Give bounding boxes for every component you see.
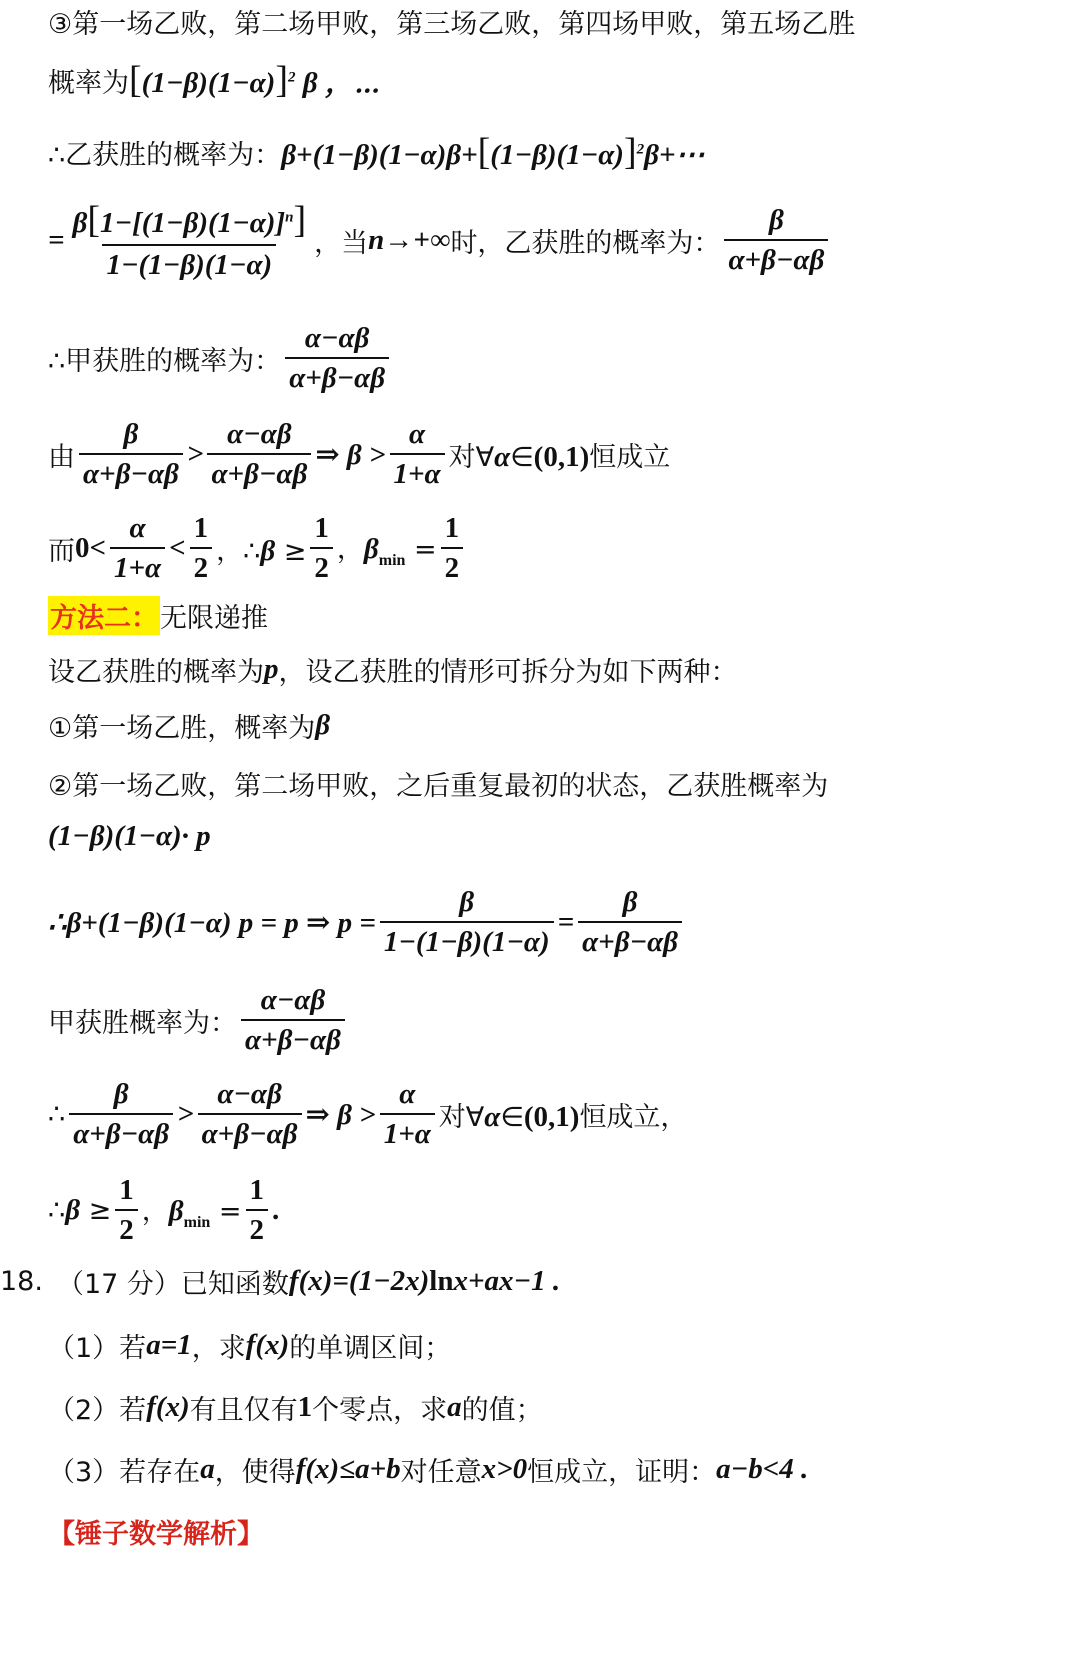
question-18: [0, 1262, 560, 1301]
q18-x-pos: x>0: [481, 1453, 528, 1485]
m2-a-label: 甲获胜概率为：: [48, 1008, 237, 1039]
half-3: $\frac{1}{2}$: [441, 512, 464, 585]
lt: <: [169, 532, 186, 564]
formula-series: $\beta+(1-\beta)(1-\alpha)\beta+[(1-\beta)(1-\alpha)]^2\beta+\cdots$: [281, 131, 705, 173]
m2-line-4: [48, 820, 211, 853]
m2-frac-a: $\frac{\alpha-\alpha\beta}{\alpha+\beta-\alpha\beta}$: [198, 1078, 302, 1151]
method-2-heading: [48, 596, 268, 635]
footer-label: [48, 1512, 264, 1551]
q18-p3c: 对任意: [400, 1457, 482, 1488]
frac-b: $\frac{\beta}{\alpha+\beta-\alpha\beta}$: [79, 418, 183, 491]
frac-alpha2: $\frac{\alpha}{1+\alpha}$: [110, 512, 165, 585]
equals-sign: =: [48, 223, 65, 256]
q18-a-var-2: a: [200, 1453, 215, 1485]
beta-min: ，$\beta_{min}$ =: [336, 533, 437, 569]
m2-period: .: [272, 1194, 280, 1226]
q18-p3d: 恒成立，证明：: [527, 1457, 717, 1488]
method-2-label: 方法二：: [48, 596, 160, 635]
case-3-text: ③第一场乙败，第二场甲败，第三场乙败，第四场甲败，第五场乙胜: [48, 9, 856, 40]
therefore: ∴: [48, 1099, 66, 1130]
half-2: $\frac{1}{2}$: [310, 512, 333, 585]
m2-l3: ②第一场乙败，第二场甲败，之后重复最初的状态，乙获胜概率为: [48, 771, 829, 802]
q18-fx-2: f(x): [146, 1391, 190, 1423]
series-sum: [48, 198, 832, 282]
m2-a-win: [48, 984, 349, 1057]
and-label: 而: [48, 536, 75, 567]
m2-frac2: $\frac{\beta}{\alpha+\beta-\alpha\beta}$: [578, 886, 682, 959]
m2-line-1: [48, 650, 738, 689]
from-label: 由: [48, 442, 75, 473]
m2-holds: 恒成立，: [579, 1102, 688, 1133]
a-win-line: [48, 322, 393, 395]
method-2-title: 无限递推: [160, 603, 268, 634]
q18-ineq: f(x)≤a+b: [295, 1453, 401, 1485]
q18-claim: a−b<4 .: [716, 1453, 809, 1485]
q18-p3a: （3）若存在: [48, 1457, 201, 1488]
m2-l2: ①第一场乙胜，概率为: [48, 713, 316, 744]
case-3-probability: [48, 58, 380, 102]
prob-label: 概率为: [48, 67, 129, 99]
q18-one: 1: [297, 1391, 313, 1423]
q18-a-eq: a=1: [146, 1329, 192, 1361]
limit-expr: n→+∞: [368, 223, 451, 256]
q18-part-1: [48, 1326, 451, 1365]
inequality-line: [48, 418, 670, 491]
half-1: $\frac{1}{2}$: [190, 512, 213, 585]
q18-fx-1: f(x): [245, 1329, 290, 1361]
case-3-line: [48, 2, 855, 41]
q18-stem: （17 分）已知函数: [56, 1269, 289, 1300]
forall-text: 对∀α∈(0,1): [448, 441, 590, 473]
frac-a: $\frac{\alpha-\alpha\beta}{\alpha+\beta-\alpha\beta}$: [207, 418, 311, 491]
sum-fraction: $\frac{\beta[1-[(1-\beta)(1-\alpha)]^n]}{1-(1-\beta)(1-\alpha)}$: [72, 199, 307, 281]
beta-var: β: [315, 709, 331, 741]
q18-function: f(x)=(1−2x)lnx+ax−1 .: [288, 1265, 561, 1297]
m2-beta-min: ，$\beta_{min}$ =: [141, 1195, 242, 1231]
q18-p2a: （2）若: [48, 1395, 147, 1426]
zero-lt: 0<: [75, 532, 107, 564]
m2-conclusion: [48, 1174, 279, 1247]
m2-frac-alpha: $\frac{\alpha}{1+\alpha}$: [380, 1078, 435, 1151]
footer-text: 【锤子数学解析】: [48, 1519, 264, 1550]
q18-p2d: 的值；: [461, 1395, 543, 1426]
holds-label: 恒成立: [589, 442, 671, 473]
q18-p2b: 有且仅有: [189, 1395, 298, 1426]
p-var: p: [264, 653, 279, 685]
q18-a-var: a: [447, 1391, 462, 1423]
m2-line-2: [48, 706, 330, 745]
m2-eq: =: [557, 906, 575, 938]
implies: ⇒ β >: [315, 439, 386, 471]
when-label: ，当: [314, 227, 369, 259]
a-win-label: ∴甲获胜的概率为：: [48, 346, 282, 377]
m2-frac-b: $\frac{\beta}{\alpha+\beta-\alpha\beta}$: [69, 1078, 173, 1151]
m2-l1b: ，设乙获胜的情形可拆分为如下两种：: [278, 657, 738, 688]
m2-a-frac: $\frac{\alpha-\alpha\beta}{\alpha+\beta-\alpha\beta}$: [241, 984, 345, 1057]
m2-half-2: $\frac{1}{2}$: [246, 1174, 269, 1247]
bound-line: [48, 512, 467, 585]
gt: >: [186, 438, 204, 470]
q18-number: 18.: [0, 1266, 43, 1297]
m2-gt: >: [177, 1098, 194, 1130]
q18-part-2: [48, 1388, 543, 1427]
m2-half-1: $\frac{1}{2}$: [115, 1174, 138, 1247]
b-win-limit: $\frac{\beta}{\alpha+\beta-\alpha\beta}$: [724, 204, 828, 277]
q18-part-3: [48, 1450, 808, 1489]
b-win-label: ∴乙获胜的概率为：: [48, 139, 282, 171]
q18-p1c: 的单调区间；: [289, 1333, 452, 1364]
q18-p1a: （1）若: [48, 1333, 147, 1364]
formula-case3: $[(1-\beta)(1-\alpha)]^2$ β ，⋯: [129, 59, 380, 101]
m2-line-3: [48, 764, 828, 803]
m2-implies: ⇒ β >: [305, 1099, 376, 1131]
limit-label: 时，乙获胜的概率为：: [450, 227, 721, 259]
m2-therefore: ∴β ≥: [48, 1194, 112, 1226]
q18-p1b: ，求: [191, 1333, 246, 1364]
frac-alpha: $\frac{\alpha}{1+\alpha}$: [390, 418, 445, 491]
m2-frac1: $\frac{\beta}{1-(1-\beta)(1-\alpha)}$: [380, 886, 554, 959]
q18-p3b: ，使得: [214, 1457, 296, 1488]
therefore-beta: ，∴β ≥: [216, 535, 307, 567]
m2-l1a: 设乙获胜的概率为: [48, 657, 264, 688]
b-win-series: [48, 130, 705, 174]
m2-expr: (1−β)(1−α)· p: [48, 820, 211, 852]
q18-p2c: 个零点，求: [312, 1395, 448, 1426]
m2-equation: [48, 886, 686, 959]
m2-eq-left: ∴β+(1−β)(1−α) p = p ⇒ p =: [48, 907, 376, 939]
a-win-fraction: $\frac{\alpha-\alpha\beta}{\alpha+\beta-\alpha\beta}$: [285, 322, 389, 395]
m2-forall: 对∀α∈(0,1): [438, 1101, 580, 1133]
m2-inequality: [48, 1078, 687, 1151]
